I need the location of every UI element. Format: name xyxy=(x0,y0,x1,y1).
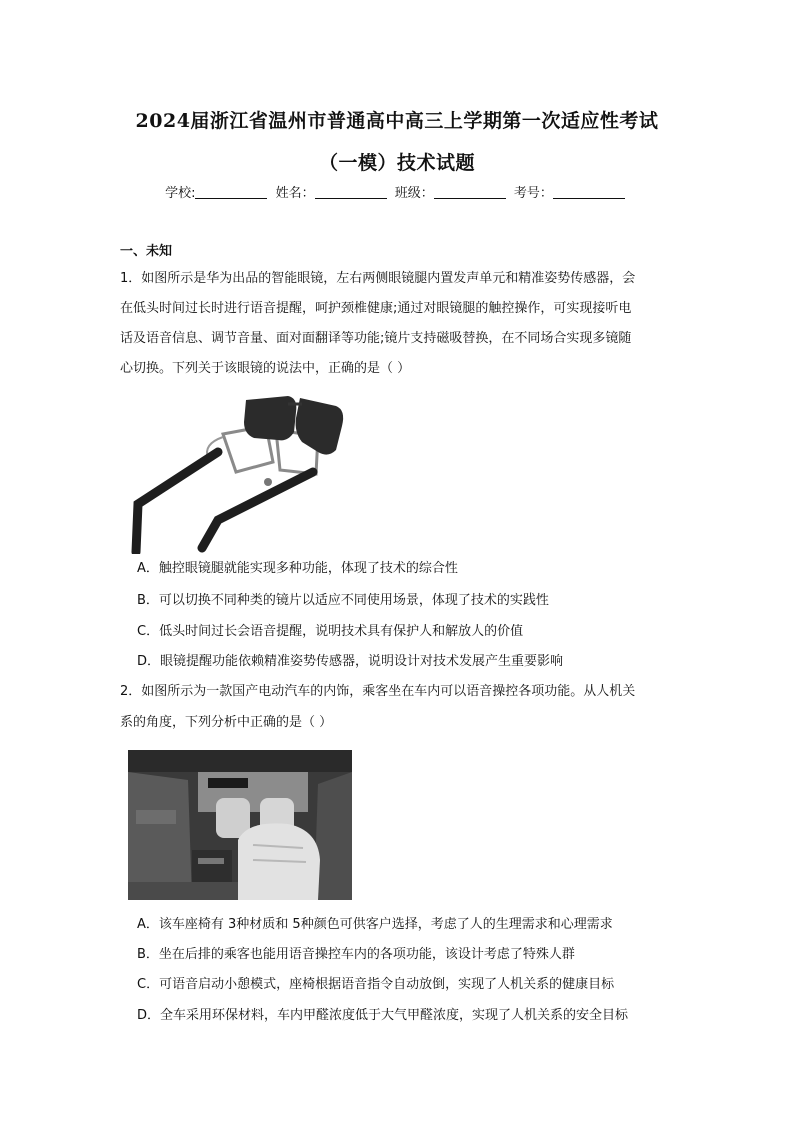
q1-stem-line: 在低头时间过长时进行语音提醒，呵护颈椎健康;通过对眼镜腿的触控操作，可实现接听电 xyxy=(120,301,632,316)
student-info-row xyxy=(0,182,794,201)
school-label: 学校: xyxy=(165,186,196,201)
name-label: 姓名： xyxy=(275,186,315,201)
smart-glasses-photo xyxy=(128,392,350,554)
q2-option-b[interactable]: B．坐在后排的乘客也能用语音操控车内的各项功能，该设计考虑了特殊人群 xyxy=(137,947,575,962)
q1-stem-line: 1．如图所示是华为出品的智能眼镜，左右两侧眼镜腿内置发声单元和精准姿势传感器，会 xyxy=(120,271,636,286)
q1-option-c[interactable]: C．低头时间过长会语音提醒，说明技术具有保护人和解放人的价值 xyxy=(137,624,524,639)
q1-stem-line: 心切换。下列关于该眼镜的说法中，正确的是（ ） xyxy=(120,361,411,376)
car-interior-photo xyxy=(128,750,352,900)
q2-stem-line: 2．如图所示为一款国产电动汽车的内饰，乘客坐在车内可以语音操控各项功能。从人机关 xyxy=(120,684,636,699)
exam-number-label: 考号： xyxy=(513,186,553,201)
q1-stem-line: 话及语音信息、调节音量、面对面翻译等功能;镜片支持磁吸替换，在不同场合实现多镜随 xyxy=(120,331,632,346)
name-blank[interactable] xyxy=(315,186,387,199)
q1-option-d[interactable]: D．眼镜提醒功能依赖精准姿势传感器，说明设计对技术发展产生重要影响 xyxy=(137,654,564,669)
q1-option-a[interactable]: A．触控眼镜腿就能实现多种功能，体现了技术的综合性 xyxy=(137,561,458,576)
q2-option-c[interactable]: C．可语音启动小憩模式，座椅根据语音指令自动放倒，实现了人机关系的健康目标 xyxy=(137,977,615,992)
page-title-line2: （一模）技术试题 xyxy=(318,152,475,174)
q2-option-a[interactable]: A．该车座椅有 3种材质和 5种颜色可供客户选择，考虑了人的生理需求和心理需求 xyxy=(137,917,613,932)
section-heading: 一、未知 xyxy=(120,244,173,259)
q2-stem-line: 系的角度，下列分析中正确的是（ ） xyxy=(120,715,333,730)
class-label: 班级： xyxy=(394,186,434,201)
class-blank[interactable] xyxy=(434,186,506,199)
school-blank[interactable] xyxy=(195,186,267,199)
exam-number-blank[interactable] xyxy=(553,186,625,199)
q1-option-b[interactable]: B．可以切换不同种类的镜片以适应不同使用场景，体现了技术的实践性 xyxy=(137,593,549,608)
page-title-line1: 2024届浙江省温州市普通高中高三上学期第一次适应性考试 xyxy=(135,110,659,132)
q2-option-d[interactable]: D．全车采用环保材料，车内甲醛浓度低于大气甲醛浓度，实现了人机关系的安全目标 xyxy=(137,1008,629,1023)
